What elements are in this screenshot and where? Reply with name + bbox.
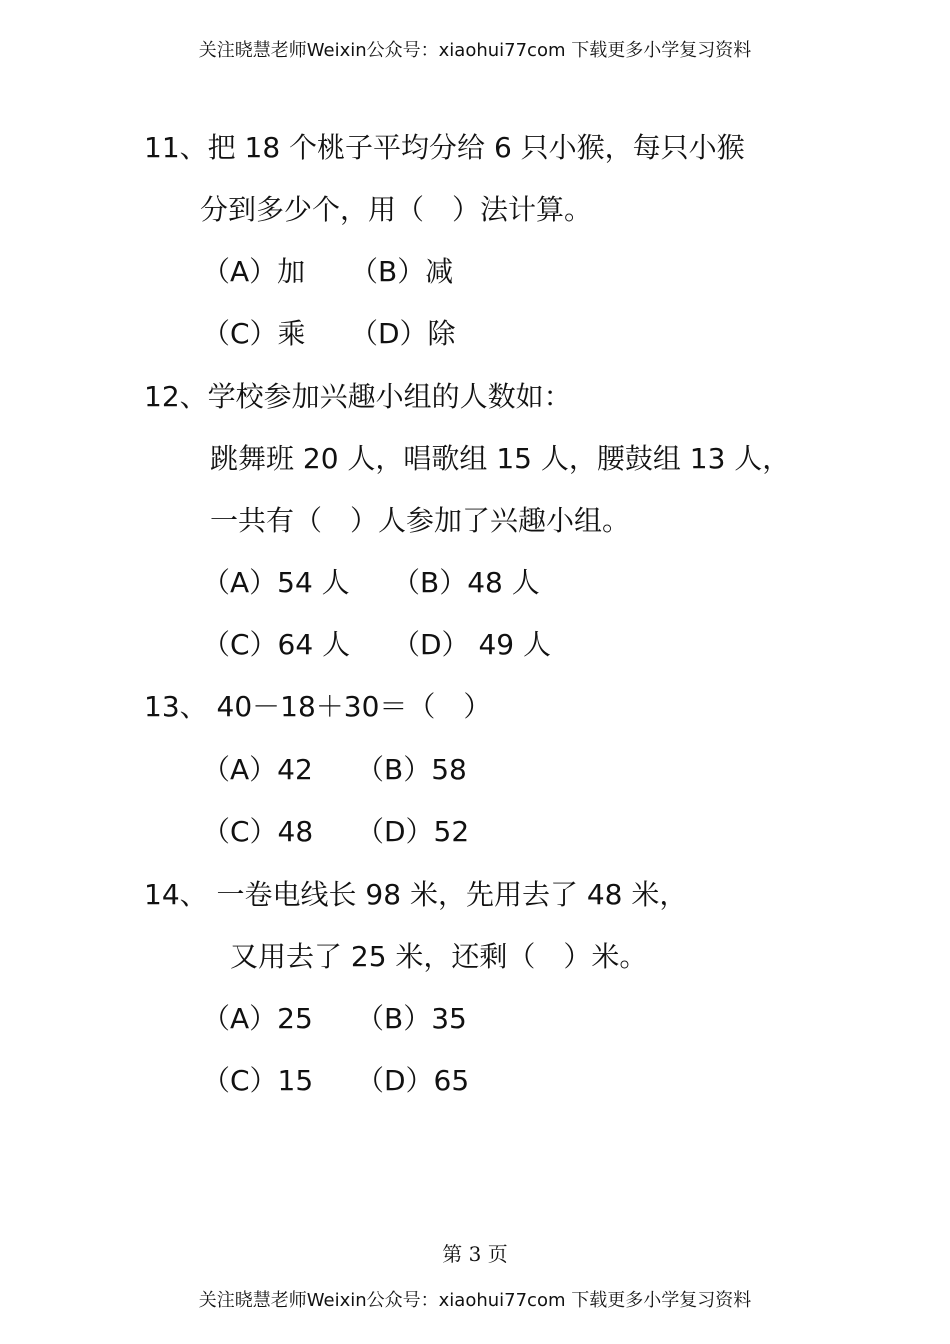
- question-12-option-b: （B）48 人: [392, 566, 540, 599]
- question-11-option-a: （A）加: [202, 255, 306, 288]
- question-12-option-c: （C）64 人: [202, 628, 351, 661]
- question-14-option-c: （C）15: [202, 1064, 314, 1097]
- question-13-option-b: （B）58: [356, 753, 467, 786]
- question-14-option-d: （D）65: [356, 1064, 470, 1097]
- question-12-option-a: （A）54 人: [202, 566, 350, 599]
- question-11-stem-line-2: 分到多少个，用（ ）法计算。: [200, 193, 593, 226]
- question-12-stem-line-1: 12、学校参加兴趣小组的人数如：: [144, 380, 572, 413]
- question-12-option-d: （D） 49 人: [392, 628, 551, 661]
- question-14-stem-line-2: 又用去了 25 米，还剩（ ）米。: [230, 940, 648, 973]
- question-11-option-c: （C）乘: [202, 317, 306, 350]
- question-13-option-d: （D）52: [356, 815, 470, 848]
- footer-banner: 关注晓慧老师Weixin公众号：xiaohui77com 下载更多小学复习资料: [198, 1290, 752, 1311]
- question-11-stem-line-1: 11、把 18 个桃子平均分给 6 只小猴，每只小猴: [144, 131, 745, 164]
- page-number: 第 3 页: [442, 1242, 508, 1266]
- question-12-stem-line-2: 跳舞班 20 人，唱歌组 15 人，腰鼓组 13 人，: [210, 442, 791, 475]
- question-14-stem-line-1: 14、 一卷电线长 98 米，先用去了 48 米，: [144, 878, 688, 911]
- question-13-option-a: （A）42: [202, 753, 313, 786]
- question-13-stem-line-1: 13、 40－18＋30＝（ ）: [144, 690, 492, 723]
- question-14-option-b: （B）35: [356, 1002, 467, 1035]
- question-12-stem-line-3: 一共有（ ）人参加了兴趣小组。: [210, 504, 631, 537]
- question-11-option-b: （B）减: [350, 255, 454, 288]
- question-14-option-a: （A）25: [202, 1002, 313, 1035]
- question-13-option-c: （C）48: [202, 815, 314, 848]
- question-11-option-d: （D）除: [350, 317, 456, 350]
- header-banner: 关注晓慧老师Weixin公众号：xiaohui77com 下载更多小学复习资料: [198, 40, 752, 61]
